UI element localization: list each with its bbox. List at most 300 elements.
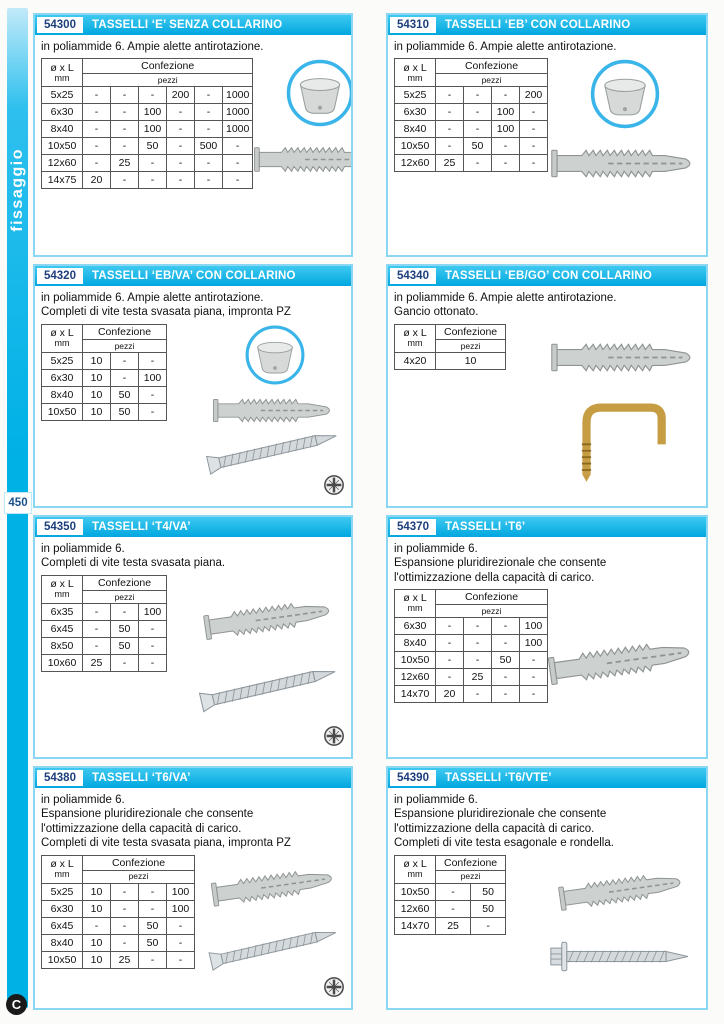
pack-qty-cell: - xyxy=(111,138,139,155)
pack-qty-cell: - xyxy=(464,618,492,635)
size-cell: 10x60 xyxy=(42,654,83,671)
table-row xyxy=(42,917,195,934)
product-code: 54390 xyxy=(390,770,436,786)
pack-qty-cell: - xyxy=(139,352,167,369)
table-row xyxy=(42,155,253,172)
pack-qty-cell: 50 xyxy=(111,637,139,654)
description-line: in poliammide 6. Ampie alette antirotazione. xyxy=(394,292,617,304)
pack-qty-cell: 50 xyxy=(492,652,520,669)
product-code: 54370 xyxy=(390,519,436,535)
product-title: TASSELLI ‘EB/GO’ CON COLLARINO xyxy=(444,270,653,282)
product-code: 54320 xyxy=(37,268,83,284)
plug-wrap xyxy=(556,864,692,921)
pack-qty-cell: - xyxy=(223,138,253,155)
publisher-logo-icon xyxy=(6,994,27,1015)
product-panel-54390 xyxy=(386,766,708,1010)
product-title: TASSELLI ‘T6’ xyxy=(444,521,526,533)
pz-drive-wrap xyxy=(323,474,345,501)
pack-table-slot xyxy=(394,58,548,183)
description-line: in poliammide 6. xyxy=(41,794,125,806)
pack-qty-cell: - xyxy=(436,900,471,917)
description-line: l'ottimizzazione della capacità di carico. xyxy=(394,822,595,835)
pack-qty-cell: 1000 xyxy=(223,87,253,104)
panel-description xyxy=(388,537,706,587)
size-cell: 12x60 xyxy=(395,155,436,172)
table-row xyxy=(395,618,548,635)
product-figure xyxy=(548,873,702,975)
pack-qty-cell: - xyxy=(492,618,520,635)
panel-header xyxy=(35,517,351,537)
panel-description xyxy=(388,286,706,322)
panel-content xyxy=(388,56,706,185)
size-cell: 10x50 xyxy=(42,403,83,420)
pack-qty-cell: 100 xyxy=(139,369,167,386)
confezione-header: Confezione xyxy=(83,59,253,74)
pack-qty-cell: 50 xyxy=(471,900,506,917)
pack-qty-cell: - xyxy=(195,87,223,104)
countersunk-screw-icon xyxy=(203,419,346,480)
panel-content xyxy=(35,853,351,971)
panel-header xyxy=(35,266,351,286)
pack-qty-cell: - xyxy=(139,654,167,671)
pack-qty-cell: - xyxy=(464,635,492,652)
size-column-header: ø x L mm xyxy=(395,590,436,618)
pack-qty-cell: 100 xyxy=(520,618,548,635)
size-cell: 6x30 xyxy=(42,369,83,386)
packaging-table xyxy=(394,855,506,935)
pack-table-slot xyxy=(394,589,548,703)
product-panel-54350 xyxy=(33,515,353,759)
table-row xyxy=(42,138,253,155)
pack-qty-cell: 50 xyxy=(464,138,492,155)
packaging-table xyxy=(41,855,195,969)
size-cell: 8x40 xyxy=(42,121,83,138)
pack-qty-cell: - xyxy=(111,352,139,369)
packaging-table xyxy=(394,58,548,172)
confezione-header: Confezione xyxy=(436,590,548,605)
pack-qty-cell: - xyxy=(139,637,167,654)
pack-qty-cell: 200 xyxy=(167,87,195,104)
size-cell: 14x75 xyxy=(42,172,83,189)
page-number: 450 xyxy=(4,492,32,514)
packaging-table xyxy=(394,589,548,703)
pack-qty-cell: 25 xyxy=(83,654,111,671)
pack-qty-cell: - xyxy=(464,104,492,121)
product-code: 54300 xyxy=(37,17,83,33)
pack-qty-cell: - xyxy=(520,104,548,121)
pezzi-header: pezzi xyxy=(436,605,548,618)
panel-description xyxy=(35,788,351,853)
size-cell: 6x30 xyxy=(42,104,83,121)
pack-table-slot xyxy=(394,324,506,483)
pack-qty-cell: - xyxy=(436,635,464,652)
catalog-grid xyxy=(33,13,708,1010)
pack-qty-cell: - xyxy=(520,669,548,686)
pack-qty-cell: - xyxy=(471,917,506,934)
pack-qty-cell: 100 xyxy=(167,883,195,900)
description-line: in poliammide 6. xyxy=(394,543,478,555)
size-column-header: ø x L mm xyxy=(395,59,436,87)
description-line: Completi di vite testa esagonale e rondella. xyxy=(394,837,614,850)
pack-qty-cell: 50 xyxy=(471,883,506,900)
pack-qty-cell: - xyxy=(83,603,111,620)
packaging-table xyxy=(41,324,167,421)
product-code: 54310 xyxy=(390,17,436,33)
table-row xyxy=(395,652,548,669)
pz-drive-icon xyxy=(323,976,345,998)
anchor-collar-photo-icon xyxy=(244,324,306,386)
pack-qty-cell: 20 xyxy=(436,686,464,703)
description-line: in poliammide 6. Ampie alette antirotazione. xyxy=(41,292,264,304)
pack-qty-cell: - xyxy=(167,172,195,189)
description-line: in poliammide 6. xyxy=(41,543,125,555)
size-cell: 14x70 xyxy=(395,686,436,703)
table-row xyxy=(395,121,548,138)
size-cell: 10x50 xyxy=(42,138,83,155)
category-label-wrap xyxy=(7,148,28,232)
pack-qty-cell: 100 xyxy=(139,121,167,138)
confezione-header: Confezione xyxy=(436,59,548,74)
size-cell: 6x30 xyxy=(395,104,436,121)
pack-qty-cell: - xyxy=(223,172,253,189)
pack-qty-cell: 25 xyxy=(436,155,464,172)
wall-plug-icon xyxy=(201,591,341,645)
product-code: 54380 xyxy=(37,770,83,786)
pack-qty-cell: 25 xyxy=(464,669,492,686)
description-line: in poliammide 6. Ampie alette antirotazione. xyxy=(41,41,264,53)
panel-content xyxy=(388,853,706,977)
confezione-header: Confezione xyxy=(436,324,506,339)
size-cell: 6x30 xyxy=(395,618,436,635)
size-cell: 8x40 xyxy=(395,635,436,652)
panel-content xyxy=(35,322,351,472)
pack-qty-cell: - xyxy=(195,172,223,189)
description-line: in poliammide 6. xyxy=(394,794,478,806)
pack-qty-cell: - xyxy=(83,121,111,138)
pack-qty-cell: - xyxy=(139,386,167,403)
pezzi-header: pezzi xyxy=(83,339,167,352)
product-figure xyxy=(207,869,347,969)
pack-qty-cell: - xyxy=(195,104,223,121)
size-cell: 5x25 xyxy=(395,87,436,104)
wall-plug-icon xyxy=(556,864,691,916)
table-row xyxy=(42,654,167,671)
pz-drive-icon xyxy=(323,725,345,747)
table-row xyxy=(395,352,506,369)
packaging-table xyxy=(41,575,167,672)
pack-qty-cell: 25 xyxy=(111,951,139,968)
pack-qty-cell: - xyxy=(111,900,139,917)
confezione-header: Confezione xyxy=(83,324,167,339)
pack-qty-cell: - xyxy=(520,155,548,172)
panel-description xyxy=(35,286,351,322)
size-cell: 5x25 xyxy=(42,87,83,104)
size-column-header: ø x L mm xyxy=(42,575,83,603)
table-row xyxy=(42,87,253,104)
pack-qty-cell: - xyxy=(492,635,520,652)
pack-table-slot xyxy=(394,855,506,975)
size-cell: 6x45 xyxy=(42,620,83,637)
pack-qty-cell: - xyxy=(464,121,492,138)
pack-qty-cell: - xyxy=(83,917,111,934)
description-line: Completi di vite testa svasata piana, impronta PZ xyxy=(41,306,291,319)
panel-content xyxy=(35,573,351,709)
pack-qty-cell: 10 xyxy=(83,403,111,420)
description-line: Completi di vite testa svasata piana. xyxy=(41,557,226,570)
pack-qty-cell: 25 xyxy=(436,917,471,934)
panel-content xyxy=(388,322,706,485)
pack-qty-cell: - xyxy=(167,934,195,951)
size-cell: 8x40 xyxy=(395,121,436,138)
product-code: 54340 xyxy=(390,268,436,284)
packaging-table xyxy=(41,58,253,189)
plug-wrap xyxy=(546,631,703,697)
wall-plug-icon xyxy=(212,394,338,427)
pack-qty-cell: - xyxy=(436,87,464,104)
pz-drive-wrap xyxy=(323,725,345,752)
size-cell: 6x30 xyxy=(42,900,83,917)
product-figure xyxy=(253,58,353,189)
pz-drive-wrap xyxy=(323,976,345,1003)
pack-qty-cell: - xyxy=(436,883,471,900)
size-cell: 6x45 xyxy=(42,917,83,934)
pack-qty-cell: 100 xyxy=(492,104,520,121)
confezione-header: Confezione xyxy=(83,575,167,590)
description-line: Espansione pluridirezionale che consente xyxy=(394,808,607,821)
pezzi-header: pezzi xyxy=(83,870,195,883)
pack-qty-cell: - xyxy=(111,917,139,934)
pack-qty-cell: - xyxy=(83,87,111,104)
pack-qty-cell: - xyxy=(520,652,548,669)
description-line: l'ottimizzazione della capacità di carico. xyxy=(41,822,242,835)
pack-qty-cell: 10 xyxy=(83,352,111,369)
screw-wrap xyxy=(205,916,347,980)
plug-wrap xyxy=(209,860,343,917)
pack-qty-cell: 25 xyxy=(111,155,139,172)
pack-qty-cell: 10 xyxy=(436,352,506,369)
table-row xyxy=(395,686,548,703)
pack-qty-cell: - xyxy=(83,104,111,121)
pack-qty-cell: 10 xyxy=(83,369,111,386)
wall-plug-icon xyxy=(550,338,700,377)
table-row xyxy=(42,386,167,403)
pack-qty-cell: - xyxy=(436,104,464,121)
size-cell: 6x35 xyxy=(42,603,83,620)
size-cell: 12x60 xyxy=(42,155,83,172)
pack-qty-cell: - xyxy=(167,951,195,968)
pack-qty-cell: - xyxy=(436,669,464,686)
pack-qty-cell: 100 xyxy=(139,104,167,121)
pack-qty-cell: - xyxy=(436,618,464,635)
pack-qty-cell: - xyxy=(111,87,139,104)
product-figure xyxy=(548,641,702,703)
table-row xyxy=(395,669,548,686)
table-row xyxy=(395,87,548,104)
pack-table-slot xyxy=(41,575,167,707)
pack-table-slot xyxy=(41,855,195,969)
panel-header xyxy=(35,15,351,35)
pack-qty-cell: - xyxy=(520,138,548,155)
pack-qty-cell: - xyxy=(436,121,464,138)
pack-qty-cell: - xyxy=(223,155,253,172)
product-figure xyxy=(550,58,702,183)
panel-header xyxy=(388,266,706,286)
product-figure xyxy=(550,338,702,483)
confezione-header: Confezione xyxy=(436,855,506,870)
screw-wrap xyxy=(195,655,347,723)
table-row xyxy=(42,369,167,386)
pack-qty-cell: - xyxy=(492,686,520,703)
size-cell: 10x50 xyxy=(395,652,436,669)
panel-header xyxy=(388,15,706,35)
pack-qty-cell: - xyxy=(167,104,195,121)
pezzi-header: pezzi xyxy=(436,74,548,87)
pack-qty-cell: 50 xyxy=(111,403,139,420)
pack-qty-cell: 10 xyxy=(83,934,111,951)
size-cell: 8x40 xyxy=(42,934,83,951)
pack-qty-cell: 100 xyxy=(520,635,548,652)
description-line: Espansione pluridirezionale che consente xyxy=(394,557,607,570)
size-cell: 12x60 xyxy=(395,900,436,917)
pack-qty-cell: - xyxy=(492,155,520,172)
wall-plug-icon xyxy=(253,142,353,177)
pezzi-header: pezzi xyxy=(436,339,506,352)
product-figure xyxy=(197,601,347,707)
product-panel-54380 xyxy=(33,766,353,1010)
table-row xyxy=(42,352,167,369)
logo-letter: C xyxy=(11,997,22,1012)
product-title: TASSELLI ‘E’ SENZA COLLARINO xyxy=(91,19,283,31)
product-panel-54320 xyxy=(33,264,353,508)
product-title: TASSELLI ‘EB/VA’ CON COLLARINO xyxy=(91,270,296,282)
pack-qty-cell: - xyxy=(436,652,464,669)
pack-qty-cell: - xyxy=(139,883,167,900)
pack-table-slot xyxy=(41,58,253,189)
pack-qty-cell: - xyxy=(492,138,520,155)
pack-qty-cell: - xyxy=(139,172,167,189)
pack-qty-cell: 1000 xyxy=(223,104,253,121)
table-row xyxy=(42,403,167,420)
packaging-table xyxy=(394,324,506,370)
anchor-collar-photo-icon xyxy=(285,58,353,128)
pack-table-slot xyxy=(41,324,167,470)
size-cell: 8x50 xyxy=(42,637,83,654)
pack-qty-cell: - xyxy=(436,138,464,155)
product-panel-54300 xyxy=(33,13,353,257)
pack-qty-cell: - xyxy=(464,87,492,104)
size-column-header: ø x L mm xyxy=(42,855,83,883)
pack-qty-cell: 50 xyxy=(111,620,139,637)
size-column-header: ø x L mm xyxy=(395,855,436,883)
pack-qty-cell: - xyxy=(139,403,167,420)
description-line: Completi di vite testa svasata piana, impronta PZ xyxy=(41,837,291,850)
category-label: fissaggio xyxy=(8,148,26,232)
pack-qty-cell: - xyxy=(167,155,195,172)
pack-qty-cell: - xyxy=(464,652,492,669)
pack-qty-cell: - xyxy=(492,87,520,104)
size-cell: 10x50 xyxy=(42,951,83,968)
panel-description xyxy=(388,788,706,853)
pack-qty-cell: - xyxy=(139,155,167,172)
table-row xyxy=(395,917,506,934)
panel-description xyxy=(388,35,706,56)
pack-qty-cell: - xyxy=(464,155,492,172)
table-row xyxy=(42,121,253,138)
product-figure xyxy=(205,324,347,470)
size-column-header: ø x L mm xyxy=(42,59,83,87)
pack-qty-cell: - xyxy=(111,172,139,189)
size-cell: 8x40 xyxy=(42,386,83,403)
pack-qty-cell: 100 xyxy=(492,121,520,138)
pack-qty-cell: - xyxy=(111,369,139,386)
pack-qty-cell: - xyxy=(139,900,167,917)
panel-header xyxy=(388,517,706,537)
product-panel-54370 xyxy=(386,515,708,759)
table-row xyxy=(42,900,195,917)
product-title: TASSELLI ‘T4/VA’ xyxy=(91,521,191,533)
brass-hook-icon xyxy=(570,391,680,483)
pack-qty-cell: - xyxy=(195,155,223,172)
pack-qty-cell: 50 xyxy=(139,934,167,951)
product-panel-54310 xyxy=(386,13,708,257)
pack-qty-cell: 1000 xyxy=(223,121,253,138)
pack-qty-cell: - xyxy=(492,669,520,686)
pack-qty-cell: 10 xyxy=(83,386,111,403)
pack-qty-cell: - xyxy=(83,620,111,637)
pack-qty-cell: 200 xyxy=(520,87,548,104)
table-row xyxy=(42,104,253,121)
anchor-collar-photo-icon xyxy=(589,58,661,130)
pack-qty-cell: 50 xyxy=(111,386,139,403)
hex-head-screw-icon xyxy=(548,938,700,975)
wall-plug-icon xyxy=(546,631,702,692)
description-line: in poliammide 6. Ampie alette antirotazione. xyxy=(394,41,617,53)
pack-qty-cell: - xyxy=(139,87,167,104)
table-row xyxy=(395,138,548,155)
table-row xyxy=(395,635,548,652)
panel-description xyxy=(35,35,351,56)
pack-qty-cell: - xyxy=(111,121,139,138)
panel-header xyxy=(35,768,351,788)
pack-qty-cell: - xyxy=(520,686,548,703)
table-row xyxy=(42,637,167,654)
countersunk-screw-icon xyxy=(205,916,346,975)
table-row xyxy=(395,155,548,172)
panel-content xyxy=(388,587,706,705)
table-row xyxy=(395,883,506,900)
table-row xyxy=(42,934,195,951)
size-column-header: ø x L mm xyxy=(395,324,436,352)
pack-qty-cell: 100 xyxy=(167,900,195,917)
pack-qty-cell: - xyxy=(167,138,195,155)
panel-header xyxy=(388,768,706,788)
pack-qty-cell: - xyxy=(83,155,111,172)
pack-qty-cell: - xyxy=(195,121,223,138)
pack-qty-cell: - xyxy=(111,883,139,900)
plug-wrap xyxy=(201,591,341,650)
pack-qty-cell: - xyxy=(111,934,139,951)
confezione-header: Confezione xyxy=(83,855,195,870)
size-cell: 5x25 xyxy=(42,352,83,369)
description-line: Gancio ottonato. xyxy=(394,306,479,319)
pack-qty-cell: - xyxy=(464,686,492,703)
pack-qty-cell: - xyxy=(520,121,548,138)
product-code: 54350 xyxy=(37,519,83,535)
pack-qty-cell: 100 xyxy=(139,603,167,620)
table-row xyxy=(42,603,167,620)
pack-qty-cell: - xyxy=(111,654,139,671)
table-row xyxy=(42,883,195,900)
